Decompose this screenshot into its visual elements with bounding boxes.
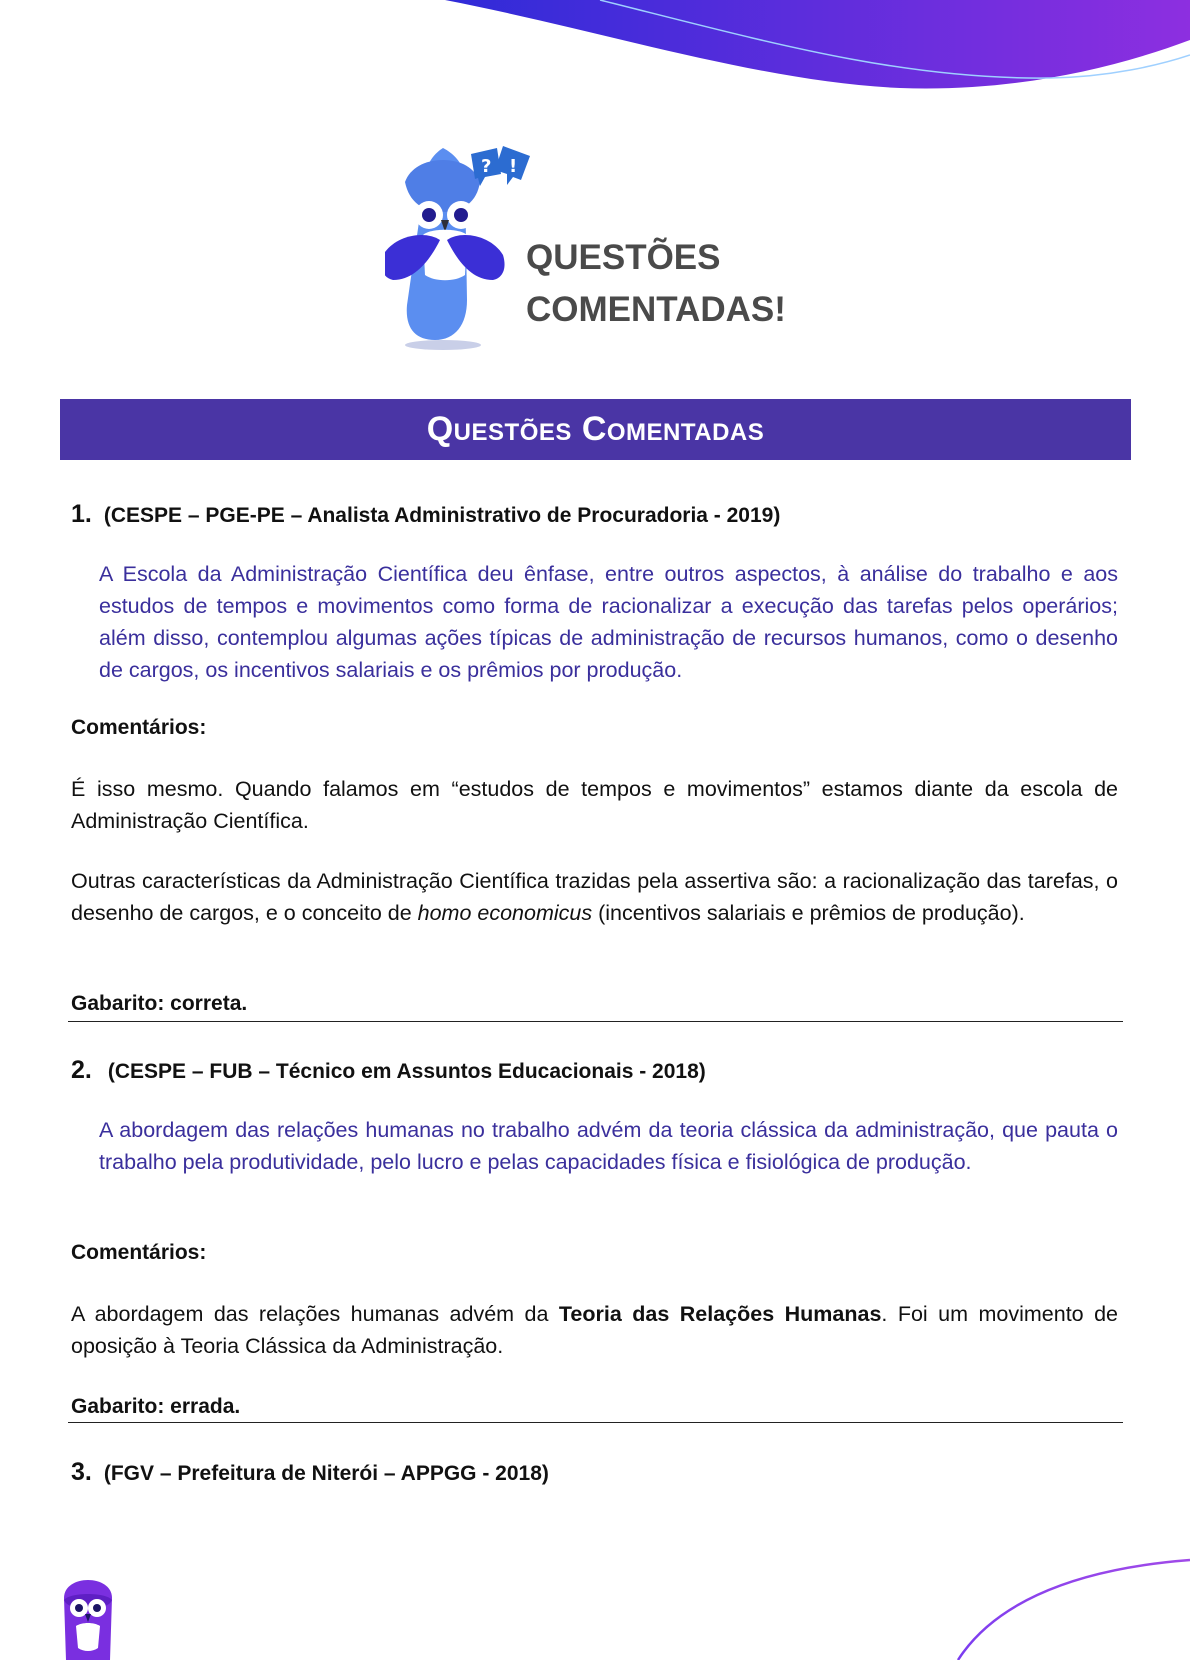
section-title-bar: [60, 399, 1131, 460]
question-1-comment-p2: [71, 865, 1118, 929]
hero-title: [526, 232, 786, 336]
comment-p1-after: . Foi um movimento de oposição à Teoria Clássica da Administração.: [71, 1302, 1118, 1358]
comment-p2-before: Outras características da Administração Científica trazidas pela assertiva são: a racionalização das tarefas, o desenho de cargos, e o conceito de: [71, 869, 1118, 925]
divider: [68, 1422, 1123, 1423]
question-3-number: 3.: [71, 1458, 92, 1486]
comment-p2-after: (incentivos salariais e prêmios de produção).: [592, 901, 1025, 925]
question-1-comment-p1: É isso mesmo. Quando falamos em “estudos de tempos e movimentos” estamos diante da escola de Administração Científica.: [71, 777, 1118, 833]
svg-text:?: ?: [481, 156, 492, 177]
question-2-heading: [71, 1056, 706, 1085]
question-1-answer: Gabarito: correta.: [71, 992, 248, 1015]
comment-p1-before: A abordagem das relações humanas advém da: [71, 1302, 559, 1326]
divider: [68, 1021, 1123, 1022]
comment-p1-bold: Teoria das Relações Humanas: [558, 1302, 882, 1326]
question-2-statement: A abordagem das relações humanas no trabalho advém da teoria clássica da administração, que pauta o trabalho pela produtividade, pelo lucro e pelas capacidades física e fisiológica de produção.: [99, 1118, 1118, 1174]
question-exclamation-bubbles-icon: [471, 146, 530, 186]
question-2-comment-label: Comentários:: [71, 1241, 207, 1264]
question-1-statement: A Escola da Administração Científica deu ênfase, entre outros aspectos, à análise do trabalho e aos estudos de tempos e movimentos como forma de racionalizar a execução das tarefas pelos operários; além disso, contemplou algumas ações típicas de administração de recursos humanos, como o desenho de cargos, os incentivos salariais e os prêmios por produção.: [99, 562, 1118, 682]
section-title: Questões Comentadas: [426, 410, 765, 448]
comment-p2-italic: homo economicus: [417, 901, 593, 925]
hero-title-line2: COMENTADAS!: [526, 290, 786, 329]
question-2-comment-p1: [71, 1298, 1118, 1362]
hero-title-line1: QUESTÕES: [526, 238, 721, 277]
question-1-number: 1.: [71, 500, 92, 528]
question-1-comment-label: Comentários:: [71, 716, 207, 739]
top-wave-decoration: [0, 0, 1190, 100]
svg-text:!: !: [509, 156, 518, 177]
question-3-heading: [71, 1458, 549, 1487]
question-3-source: (FGV – Prefeitura de Niterói – APPGG - 2018): [103, 1462, 549, 1485]
question-2-answer: Gabarito: errada.: [71, 1395, 241, 1418]
question-2-source: (CESPE – FUB – Técnico em Assuntos Educacionais - 2018): [107, 1060, 706, 1083]
question-1-heading: [71, 500, 780, 529]
question-2-number: 2.: [71, 1056, 92, 1084]
question-1-source: (CESPE – PGE-PE – Analista Administrativo de Procuradoria - 2019): [103, 504, 781, 527]
owl-logo-icon: [60, 1578, 116, 1660]
